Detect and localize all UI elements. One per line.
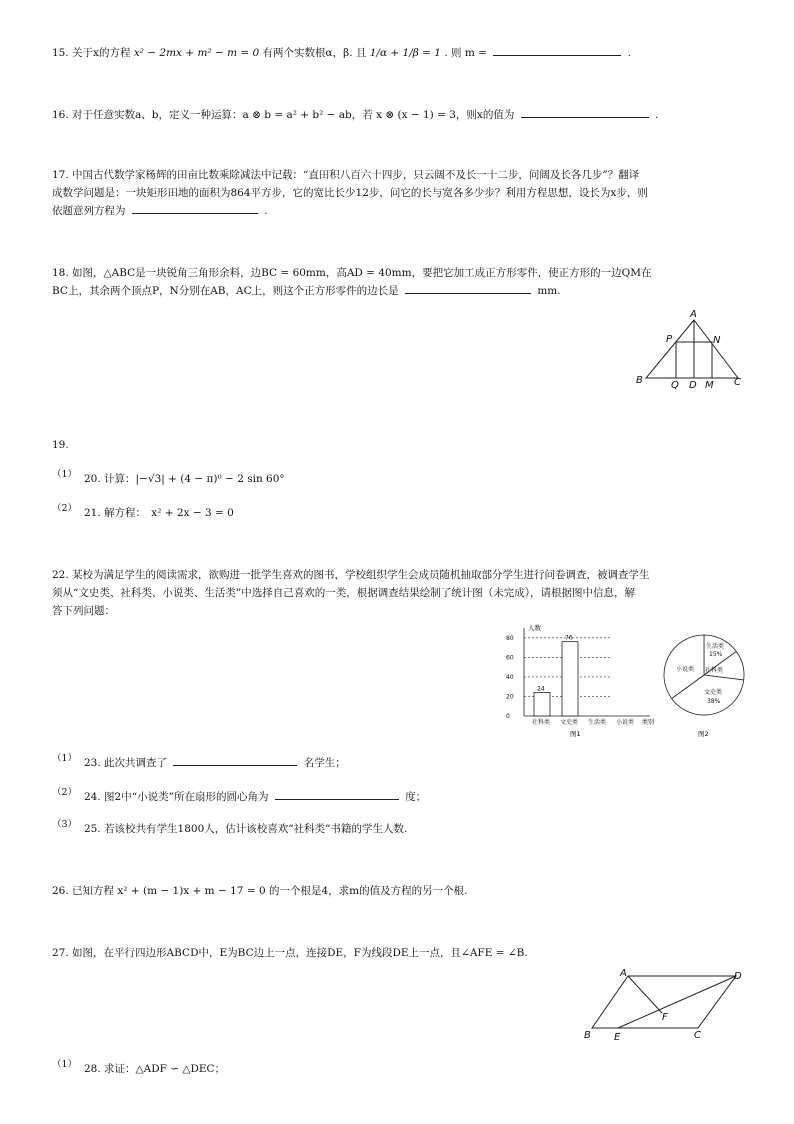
label-F: F bbox=[662, 1012, 668, 1023]
label-D: D bbox=[689, 380, 697, 391]
sub-mark: （1） bbox=[52, 1059, 78, 1070]
y-tick-label: 20 bbox=[506, 693, 514, 701]
label-Q: Q bbox=[671, 380, 679, 391]
x-tick-label: 小说类 bbox=[616, 719, 635, 726]
equation: x² − 2mx + m² − m = 0 bbox=[133, 47, 260, 59]
answer-blank[interactable] bbox=[521, 116, 649, 118]
label-N: N bbox=[713, 335, 721, 346]
answer-blank[interactable] bbox=[173, 764, 297, 766]
label-P: P bbox=[666, 334, 673, 345]
triangle-figure bbox=[630, 306, 745, 392]
x-tick-label: 文史类 bbox=[560, 719, 579, 726]
answer-blank[interactable] bbox=[132, 212, 258, 214]
pie-chart bbox=[662, 628, 752, 740]
label-A: A bbox=[620, 968, 627, 979]
question-21: 21. 解方程： x² + 2x − 3 = 0 bbox=[84, 507, 234, 519]
question-28: 28. 求证：△ADF ∽ △DEC； bbox=[84, 1063, 226, 1075]
question-15: 15. 关于x的方程 x² − 2mx + m² − m = 0 有两个实数根α，β. 且 1/α + 1/β = 1 . 则 m = . bbox=[52, 47, 631, 59]
sub-mark: （3） bbox=[52, 819, 78, 830]
label-B: B bbox=[584, 1030, 591, 1041]
pie-label-lifestyle-pct: 15% bbox=[709, 651, 723, 658]
x-axis-label: 类别 bbox=[642, 719, 655, 726]
answer-blank[interactable] bbox=[405, 292, 531, 294]
y-tick-label: 80 bbox=[506, 634, 514, 642]
question-24: 24. 图2中“小说类”所在扇形的圆心角为 度； bbox=[84, 791, 427, 803]
x-tick-label: 社科类 bbox=[532, 719, 551, 726]
pie-label-history-pct: 38% bbox=[707, 698, 721, 705]
pie-label-social: 社科类 bbox=[705, 667, 724, 674]
label-B: B bbox=[636, 375, 643, 386]
question-23: 23. 此次共调查了 名学生； bbox=[84, 757, 346, 769]
label-D: D bbox=[734, 971, 742, 982]
question-19: 19. bbox=[52, 439, 69, 451]
pie-label-lifestyle: 生活类 bbox=[706, 643, 725, 650]
parallelogram-figure bbox=[580, 964, 750, 1044]
bar-chart-caption: 图1 bbox=[570, 730, 581, 738]
condition: 1/α + 1/β = 1 bbox=[369, 47, 441, 59]
bar-value-label: 24 bbox=[537, 685, 545, 693]
bar-chart bbox=[500, 620, 665, 740]
question-25: 25. 若该校共有学生1800人，估计该校喜欢“社科类”书籍的学生人数. bbox=[84, 823, 408, 835]
pie-label-history: 文史类 bbox=[704, 689, 723, 696]
sub-mark: （2） bbox=[52, 503, 78, 514]
question-number: 15. bbox=[52, 47, 69, 59]
bar bbox=[562, 642, 578, 716]
x-tick-label: 生活类 bbox=[588, 719, 607, 726]
question-16: 16. 对于任意实数a、b，定义一种运算：a ⊗ b = a² + b² − ab，若 x ⊗ (x − 1) = 3，则x的值为 . bbox=[52, 109, 659, 121]
sub-mark: （1） bbox=[52, 469, 78, 480]
sub-mark: （2） bbox=[52, 787, 78, 798]
label-C: C bbox=[694, 1030, 701, 1041]
label-M: M bbox=[705, 380, 714, 391]
pie-chart-caption: 图2 bbox=[698, 730, 709, 738]
label-A: A bbox=[690, 309, 697, 320]
answer-blank[interactable] bbox=[275, 798, 399, 800]
label-C: C bbox=[734, 377, 741, 388]
sub-mark: （1） bbox=[52, 753, 78, 764]
question-18: 18. 如图，△ABC是一块锐角三角形余料，边BC = 60mm，高AD = 40mm，要把它加工成正方形零件，使正方形的一边QM在 BC上，其余两个顶点P，N分别在AB，AC上，则这个正方形零件的边长是 mm. bbox=[52, 267, 652, 297]
question-17: 17. 中国古代数学家杨辉的田亩比数乘除减法中记载：“直田积八百六十四步，只云阔不及长一十二步，问阔及长各几步”？翻译 成数学问题是：一块矩形田地的面积为864平方步，它的宽比长少12步，问它的长与宽各多少步？利用方程思想，设长为x步，则 依题意列方程为 . bbox=[52, 169, 648, 217]
pie-label-novel: 小说类 bbox=[676, 666, 695, 673]
bar-value-label: 76 bbox=[565, 634, 573, 642]
y-tick-label: 60 bbox=[506, 654, 514, 662]
question-27: 27. 如图，在平行四边形ABCD中，E为BC边上一点，连接DE，F为线段DE上一点，且∠AFE = ∠B. bbox=[52, 947, 528, 959]
y-axis-label: 人数 bbox=[528, 624, 541, 632]
y-tick-label: 0 bbox=[506, 713, 510, 720]
answer-blank[interactable] bbox=[493, 54, 621, 56]
question-26: 26. 已知方程 x² + (m − 1)x + m − 17 = 0 的一个根是4，求m的值及方程的另一个根. bbox=[52, 885, 468, 897]
label-E: E bbox=[614, 1032, 621, 1043]
question-20: 20. 计算：|−√3| + (4 − π)⁰ − 2 sin 60° bbox=[84, 473, 285, 485]
bar bbox=[534, 693, 550, 716]
question-22: 22. 某校为满足学生的阅读需求，欲购进一批学生喜欢的图书，学校组织学生会成员随机抽取部分学生进行问卷调查，被调查学生 须从“文史类、社科类、小说类、生活类”中选择自己喜欢的一类，根据调查结果绘制了统计图（未完成），请根据图中信息，解 答下列问题： bbox=[52, 569, 650, 617]
y-tick-label: 40 bbox=[506, 673, 514, 681]
